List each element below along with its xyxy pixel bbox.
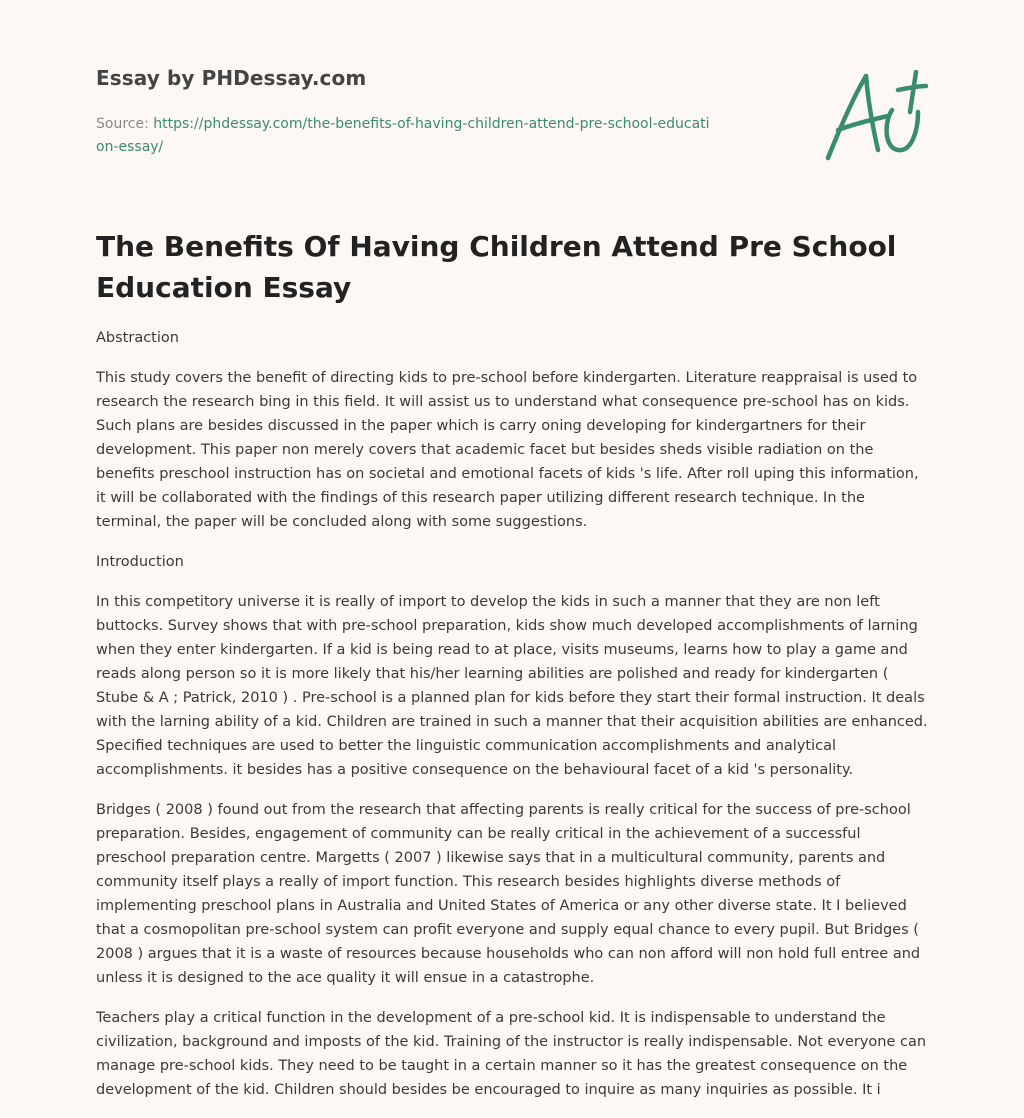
paragraph-abstract: This study covers the benefit of directing kids to pre-school before kindergarten. Literature reappraisal is used to research the research bing in this field. It will assist us to understand what consequence pre-school has on kids. Such plans are besides discussed in the paper which is carry oning developing for kindergartners for their development. This paper non merely covers that academic facet but besides sheds visible radiation on the benefits preschool instruction has on societal and emotional facets of kids 's life. After roll uping this information, it will be collaborated with the findings of this research paper utilizing different research technique. In the terminal, the paper will be concluded along with some suggestions.: [96, 370, 919, 530]
source-link[interactable]: https://phdessay.com/the-benefits-of-having-children-attend-pre-school-education-essay/: [96, 116, 710, 155]
essay-body: [96, 326, 932, 1118]
source-label: Source:: [96, 116, 154, 132]
paragraph-intro-2: Bridges ( 2008 ) found out from the research that affecting parents is really critical for the success of pre-school preparation. Besides, engagement of community can be really critical in the achievement of a successful preschool preparation centre. Margetts ( 2007 ) likewise says that in a multicultural community, parents and community itself plays a really of import function. This research besides highlights diverse methods of implementing preschool plans in Australia and United States of America or any other diverse state. It I believed that a cosmopolitan pre-school system can profit everyone and supply equal chance to every pupil. But Bridges ( 2008 ) argues that it is a waste of resources because households who can non afford will non hold full entree and unless it is designed to the ace quality it will ensue in a catastrophe.: [96, 802, 921, 986]
site-brand: Essay by PHDessay.com: [96, 66, 367, 90]
paragraph-intro-1: In this competitory universe it is really of import to develop the kids in such a manner that they are non left buttocks. Survey shows that with pre-school preparation, kids show much developed accomplishments of larning when they enter kindergarten. If a kid is being read to at place, visits museums, learns how to play a game and reads along person so it is more likely that his/her learning abilities are polished and ready for kindergarten ( Stube & A ; Patrick, 2010 ) . Pre-school is a planned plan for kids before they start their formal instruction. It deals with the larning ability of a kid. Children are trained in such a manner that their acquisition abilities are enhanced. Specified techniques are used to better the linguistic communication accomplishments and analytical accomplishments. it besides has a positive consequence on the behavioural facet of a kid 's personality.: [96, 594, 928, 778]
source-line: [96, 113, 716, 159]
essay-title: The Benefits Of Having Children Attend Pre School Education Essay: [96, 230, 897, 304]
paragraph-intro-3: Teachers play a critical function in the development of a pre-school kid. It is indispensable to understand the civilization, background and imposts of the kid. Training of the instructor is really indispensable. Not everyone can manage pre-school kids. They need to be taught in a certain manner so it has the greatest consequence on the development of the kid. Children should besides be encouraged to inquire as many inquiries as possible. It i: [96, 1010, 927, 1098]
a-plus-grade-icon: [822, 70, 932, 166]
section-heading-introduction: Introduction: [96, 554, 184, 570]
section-heading-abstraction: Abstraction: [96, 330, 179, 346]
